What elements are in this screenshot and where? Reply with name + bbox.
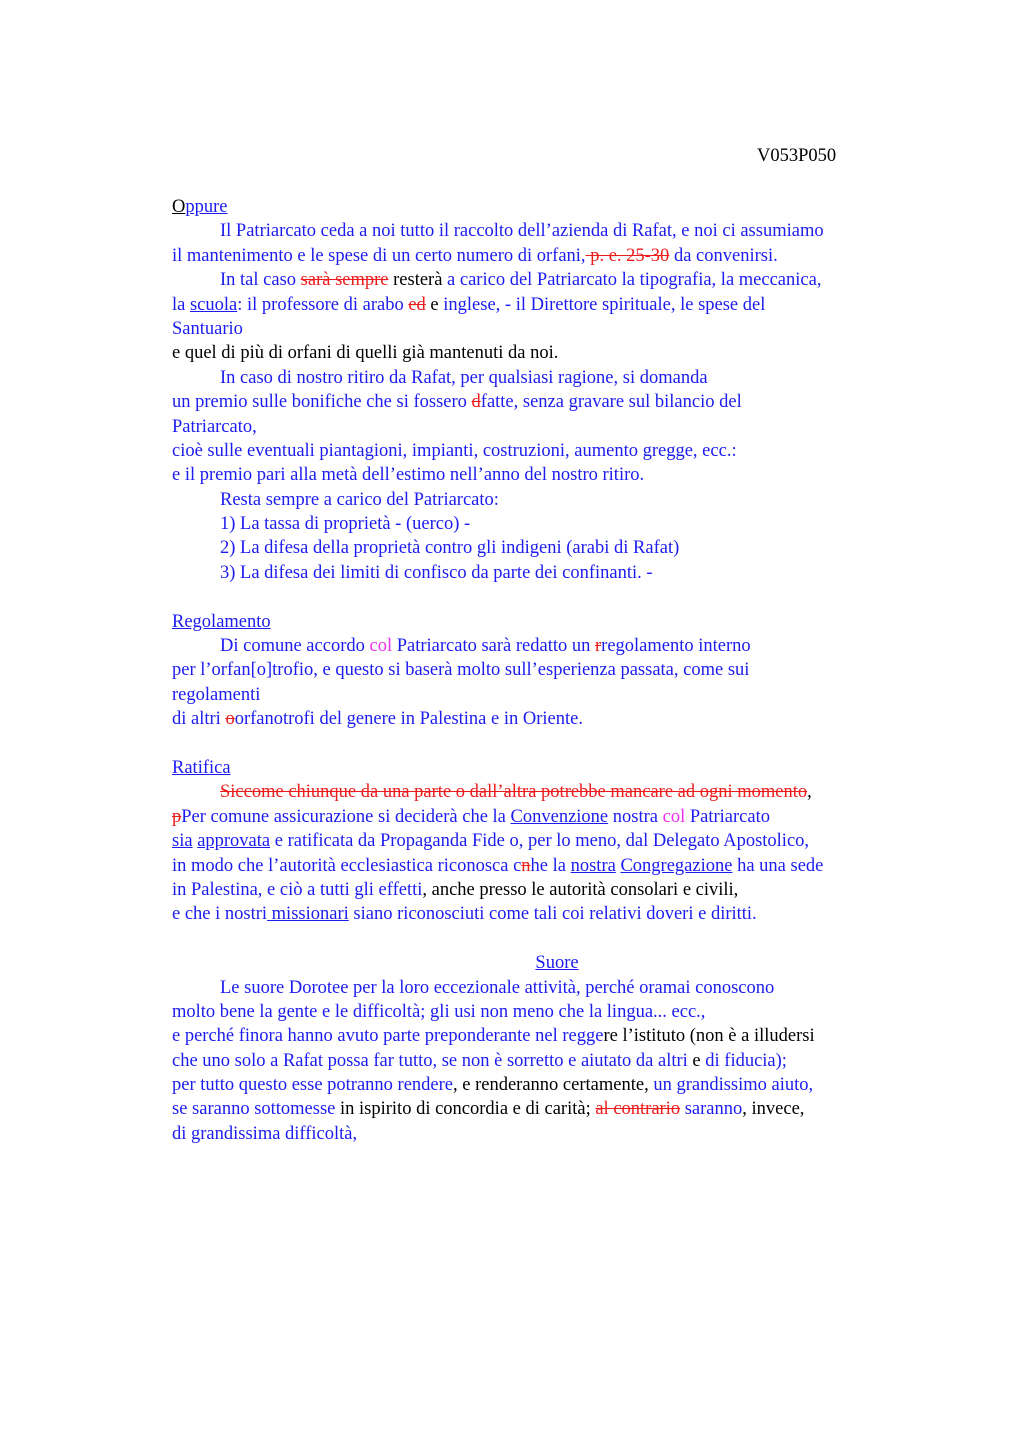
text-line: che uno solo a Rafat possa far tutto, se non è sorretto e aiutato da altri e di fiducia); [172, 1050, 787, 1071]
text-line: pPer comune assicurazione si deciderà che la Convenzione nostra col Patriarcato [172, 806, 770, 827]
text-line: Il Patriarcato ceda a noi tutto il raccolto dell’azienda di Rafat, e noi ci assumiamo [220, 221, 824, 242]
text-line: la scuola: il professore di arabo ed e inglese, - il Direttore spirituale, le spese del [172, 294, 766, 315]
text-line: di altri oorfanotrofi del genere in Palestina e in Oriente. [172, 709, 583, 730]
text-line: e perché finora hanno avuto parte preponderante nel reggere l’istituto (non è a illudersi [172, 1026, 815, 1047]
deleted-text: Siccome chiunque da una parte o dall’altra potrebbe mancare ad ogni momento [220, 782, 808, 803]
text-line: molto bene la gente e le difficoltà; gli usi non meno che la lingua... ecc., [172, 1001, 706, 1022]
section-heading-suore: Suore [535, 953, 579, 974]
text-line: e che i nostri missionari siano riconosciuti come tali coi relativi doveri e diritti. [172, 904, 757, 925]
text-line: in modo che l’autorità ecclesiastica riconosca cnhe la nostra Congregazione ha una sede [172, 855, 824, 876]
text-line: Di comune accordo col Patriarcato sarà redatto un rregolamento interno [220, 636, 751, 657]
text-line: un premio sulle bonifiche che si fossero dfatte, senza gravare sul bilancio del [172, 392, 742, 413]
list-item: 1) La tassa di proprietà - (uerco) - [220, 514, 471, 535]
deleted-text: p. e. 25-30 [585, 245, 670, 266]
document-code: V053P050 [757, 146, 837, 166]
deleted-text: d [471, 392, 481, 413]
text-line: Siccome chiunque da una parte o dall’altra potrebbe mancare ad ogni momento, [220, 782, 812, 803]
text-line: in Palestina, e ciò a tutti gli effetti, anche presso le autorità consolari e civili, [172, 879, 739, 900]
text-line: Le suore Dorotee per la loro eccezionale attività, perché oramai conoscono [220, 977, 775, 998]
deleted-text: ed [408, 294, 426, 315]
text-line: se saranno sottomesse in ispirito di concordia e di carità; al contrario saranno, invece, [172, 1099, 805, 1120]
deleted-text: n [521, 855, 531, 876]
deleted-text: p [172, 806, 182, 827]
deleted-text: al contrario [595, 1099, 681, 1120]
text-line: di grandissima difficoltà, [172, 1123, 358, 1144]
document-body [172, 195, 932, 1146]
list-item: 3) La difesa dei limiti di confisco da parte dei confinanti. - [220, 562, 653, 583]
text-line: il mantenimento e le spese di un certo numero di orfani, p. e. 25-30 da convenirsi. [172, 245, 778, 266]
blank-line [172, 732, 932, 756]
text-line: regolamenti [172, 684, 261, 705]
text-line: per tutto questo esse potranno rendere, e renderanno certamente, un grandissimo aiuto, [172, 1075, 814, 1096]
text-line: In caso di nostro ritiro da Rafat, per qualsiasi ragione, si domanda [220, 367, 708, 388]
text-line: Santuario [172, 318, 243, 339]
text-line: e il premio pari alla metà dell’estimo nell’anno del nostro ritiro. [172, 465, 645, 486]
section-heading-oppure: Oppure [172, 197, 228, 217]
text-line: e quel di più di orfani di quelli già mantenuti da noi. [172, 343, 559, 364]
deleted-text: o [225, 709, 235, 730]
text-line: cioè sulle eventuali piantagioni, impianti, costruzioni, aumento gregge, ecc.: [172, 440, 737, 461]
deleted-text: r [595, 636, 602, 657]
blank-line [172, 585, 932, 609]
text-line: per l’orfan[o]trofio, e questo si baserà molto sull’esperienza passata, come sui [172, 660, 750, 681]
text-line: In tal caso sarà sempre resterà a carico del Patriarcato la tipografia, la meccanica, [220, 270, 822, 291]
section-heading-regolamento: Regolamento [172, 611, 271, 632]
blank-line [172, 927, 932, 951]
text-line: sia approvata e ratificata da Propaganda Fide o, per lo meno, dal Delegato Apostolico, [172, 831, 810, 852]
list-item: 2) La difesa della proprietà contro gli indigeni (arabi di Rafat) [220, 538, 680, 559]
deleted-text: sarà sempre [300, 270, 389, 291]
text-line: Patriarcato, [172, 416, 257, 437]
section-heading-ratifica: Ratifica [172, 757, 231, 778]
text-line: Resta sempre a carico del Patriarcato: [220, 489, 499, 510]
